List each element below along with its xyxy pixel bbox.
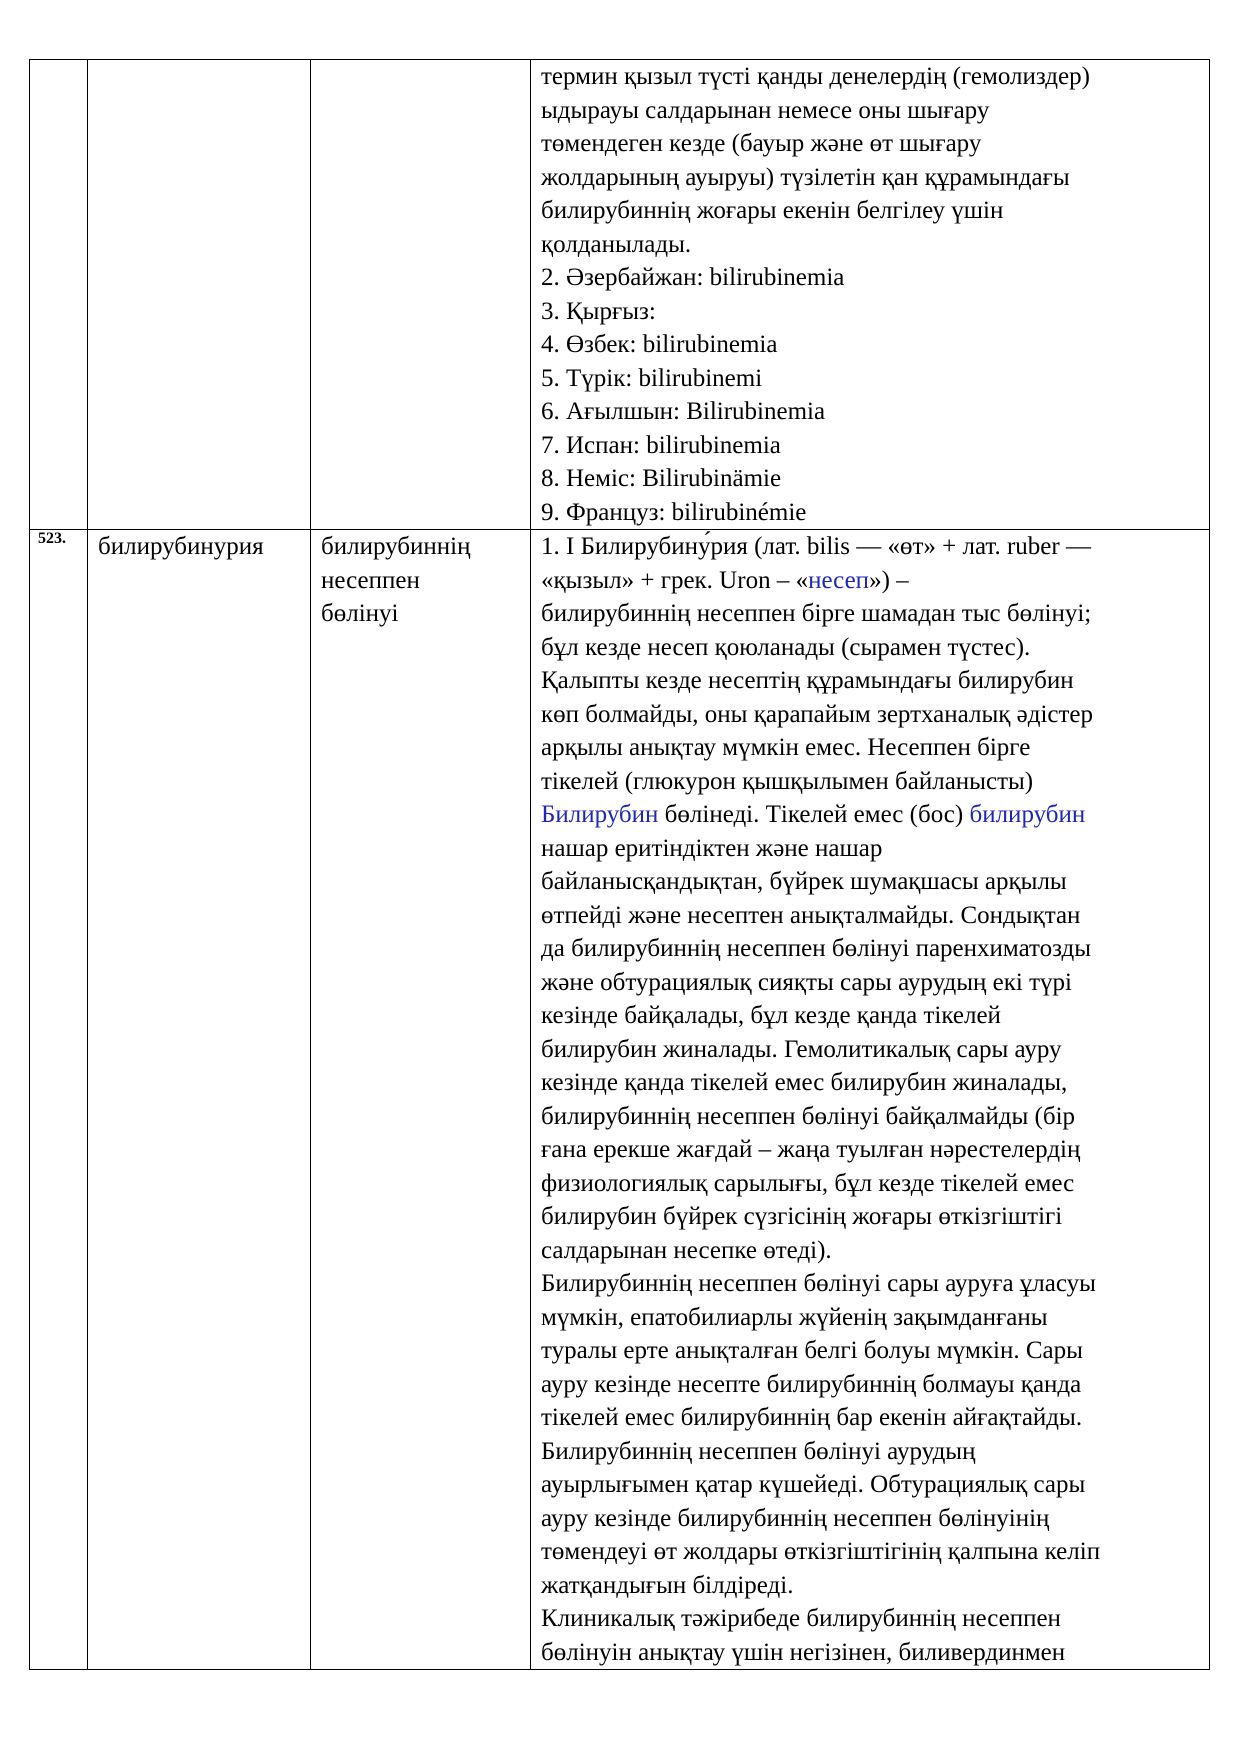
text-line [321, 597, 524, 631]
term-cell [88, 530, 311, 1670]
text-line [541, 1100, 1203, 1134]
description-text [541, 60, 1203, 529]
text-line [541, 1234, 1203, 1268]
table-row [30, 60, 1210, 530]
text-run: төмендеген кезде (бауыр және өт шығару [541, 130, 982, 157]
text-run: Қалыпты кезде несептің құрамындағы билирубин [541, 667, 1074, 694]
text-line [541, 564, 1203, 598]
entry-number: 523. [38, 530, 66, 547]
text-run: ауру кезінде несепте билирубиннің болмауы қанда [541, 1370, 1082, 1398]
text-run: өтпейді және несептен анықталмайды. Сондықтан [541, 901, 1081, 929]
text-run: Клиникалық тәжірибеде билирубиннің несеппен [541, 1605, 1061, 1632]
text-run: билирубин бүйрек сүзгісінің жоғары өткізгіштігі [541, 1203, 1063, 1230]
text-run: байланысқандықтан, бүйрек шумақшасы арқылы [541, 868, 1067, 895]
text-line [541, 765, 1203, 799]
text-line [541, 194, 1203, 228]
text-line [541, 1401, 1203, 1435]
description-text [541, 530, 1203, 1669]
text-line [541, 1502, 1203, 1536]
text-line [541, 631, 1203, 665]
text-line [541, 530, 1203, 564]
text-run: билирубиннің несеппен бөлінуі байқалмайды (бір [541, 1102, 1076, 1130]
text-line [321, 564, 524, 598]
text-run: ») – [869, 566, 909, 594]
text-run: тікелей (глюкурон қышқылымен байланысты) [541, 767, 1034, 795]
table-row [30, 530, 1210, 1670]
text-line [541, 328, 1203, 362]
text-line [541, 966, 1203, 1000]
text-line [541, 1569, 1203, 1603]
text-line [541, 899, 1203, 933]
description-cell [531, 60, 1210, 530]
text-line [541, 597, 1203, 631]
text-line [541, 228, 1203, 262]
text-line [321, 530, 524, 564]
hyperlink[interactable]: Билирубин [541, 801, 659, 828]
text-run: несеппен [321, 566, 420, 594]
entry-number-cell [30, 60, 88, 530]
text-line [541, 395, 1203, 429]
text-run: 6. Ағылшын: Bilirubinemia [541, 398, 826, 425]
text-run: ауырлығымен қатар күшейеді. Обтурациялық сары [541, 1471, 1086, 1498]
text-line [541, 1368, 1203, 1402]
text-run: бөлінуін анықтау үшін негізінен, биливердинмен [541, 1638, 1066, 1666]
text-line [541, 1468, 1203, 1502]
text-run: 4. Өзбек: bilirubinemia [541, 331, 778, 358]
text-line [541, 127, 1203, 161]
text-run: термин қызыл түсті қанды денелердің (гемолиздер) [541, 63, 1090, 90]
text-run: кезінде байқалады, бұл кезде қанда тікелей [541, 1002, 1001, 1029]
text-run: Билирубиннің несеппен бөлінуі сары ауруға ұласуы [541, 1270, 1096, 1297]
text-line [541, 798, 1203, 832]
text-line [541, 1435, 1203, 1469]
text-run: билирубин жиналады. Гемолитикалық сары ауру [541, 1035, 1062, 1063]
text-line [541, 731, 1203, 765]
text-run: 5. Түрік: bilirubinemi [541, 364, 763, 392]
hyperlink[interactable]: несеп [808, 566, 870, 594]
text-run: билирубиннің [321, 533, 471, 560]
text-run: ыдырауы салдарынан немесе оны шығару [541, 96, 990, 124]
text-run: 9. Француз: bilirubinémie [541, 498, 807, 526]
text-run: билирубиннің жоғары екенін белгілеу үшін [541, 197, 1004, 224]
text-line [541, 1301, 1203, 1335]
text-run: бөлінуі [321, 600, 399, 627]
text-line [541, 1033, 1203, 1067]
definition-cell [311, 530, 531, 1670]
text-line [541, 261, 1203, 295]
text-line [541, 60, 1203, 94]
text-run: жолдарының ауыруы) түзілетін қан құрамындағы [541, 163, 1070, 191]
text-run: және обтурациялық сияқты сары аурудың екі түрі [541, 968, 1072, 996]
text-run: билирубиннің несеппен бірге шамадан тыс бөлінуі; [541, 600, 1092, 627]
text-run: арқылы анықтау мүмкін емес. Несеппен бірге [541, 734, 1031, 761]
text-run: да билирубиннің несеппен бөлінуі паренхиматозды [541, 935, 1092, 962]
text-run: бөлінеді. Тікелей емес (бос) [658, 801, 970, 828]
text-line [541, 161, 1203, 195]
text-line [541, 462, 1203, 496]
text-run: 2. Әзербайжан: bilirubinemia [541, 264, 845, 291]
text-line [541, 698, 1203, 732]
text-line [541, 664, 1203, 698]
text-line [541, 429, 1203, 463]
definition-cell [311, 60, 531, 530]
text-run: туралы ерте анықталған белгі болуы мүмкін. Сары [541, 1337, 1083, 1364]
dictionary-table [29, 59, 1210, 1670]
text-run: ауру кезінде билирубиннің несеппен бөлінуінің [541, 1504, 1050, 1532]
text-run: ғана ерекше жағдай – жаңа туылған нәрестелердің [541, 1136, 1081, 1163]
text-run: мүмкін, епатобилиарлы жүйенің зақымданғаны [541, 1303, 1048, 1331]
text-line [541, 1636, 1203, 1670]
text-run: қолданылады. [541, 230, 692, 258]
text-run: 7. Испан: bilirubinemia [541, 431, 781, 459]
text-run: жатқандығын білдіреді. [541, 1571, 794, 1599]
text-run: 8. Неміс: Bilirubinämie [541, 465, 782, 492]
text-line [541, 362, 1203, 396]
description-cell [531, 530, 1210, 1670]
text-run: көп болмайды, оны қарапайым зертханалық әдістер [541, 700, 1094, 728]
text-line [541, 932, 1203, 966]
text-line [541, 1334, 1203, 1368]
text-line [541, 94, 1203, 128]
text-line [541, 1066, 1203, 1100]
text-line [541, 1602, 1203, 1636]
text-run: Билирубиннің несеппен бөлінуі аурудың [541, 1437, 976, 1465]
text-run: 1. І Билирубину́рия (лат. bilis — «өт» + лат. ruber — [541, 533, 1091, 560]
text-line [541, 1267, 1203, 1301]
text-run: физиологиялық сарылығы, бұл кезде тікелей емес [541, 1169, 1075, 1197]
text-run: тікелей емес билирубиннің бар екенін айғақтайды. [541, 1404, 1083, 1431]
text-run: 3. Қырғыз: [541, 297, 656, 325]
text-run: нашар еритіндіктен және нашар [541, 834, 883, 862]
text-line [541, 1167, 1203, 1201]
text-run: салдарынан несепке өтеді). [541, 1236, 832, 1264]
text-line [541, 999, 1203, 1033]
hyperlink[interactable]: билирубин [969, 801, 1086, 828]
text-run: төмендеуі өт жолдары өткізгіштігінің қалпына келіп [541, 1538, 1101, 1565]
term: билирубинурия [98, 533, 264, 560]
definition [321, 530, 524, 631]
text-line [541, 865, 1203, 899]
term-cell [88, 60, 311, 530]
text-line [541, 1535, 1203, 1569]
text-run: кезінде қанда тікелей емес билирубин жиналады, [541, 1069, 1068, 1096]
text-line [541, 496, 1203, 530]
text-run: бұл кезде несеп қоюланады (сырамен түстес). [541, 633, 1031, 661]
text-line [541, 1133, 1203, 1167]
text-line [541, 832, 1203, 866]
entry-number-cell [30, 530, 88, 1670]
text-line [541, 1200, 1203, 1234]
text-run: «қызыл» + грек. Uron – « [541, 566, 809, 594]
text-line [541, 295, 1203, 329]
